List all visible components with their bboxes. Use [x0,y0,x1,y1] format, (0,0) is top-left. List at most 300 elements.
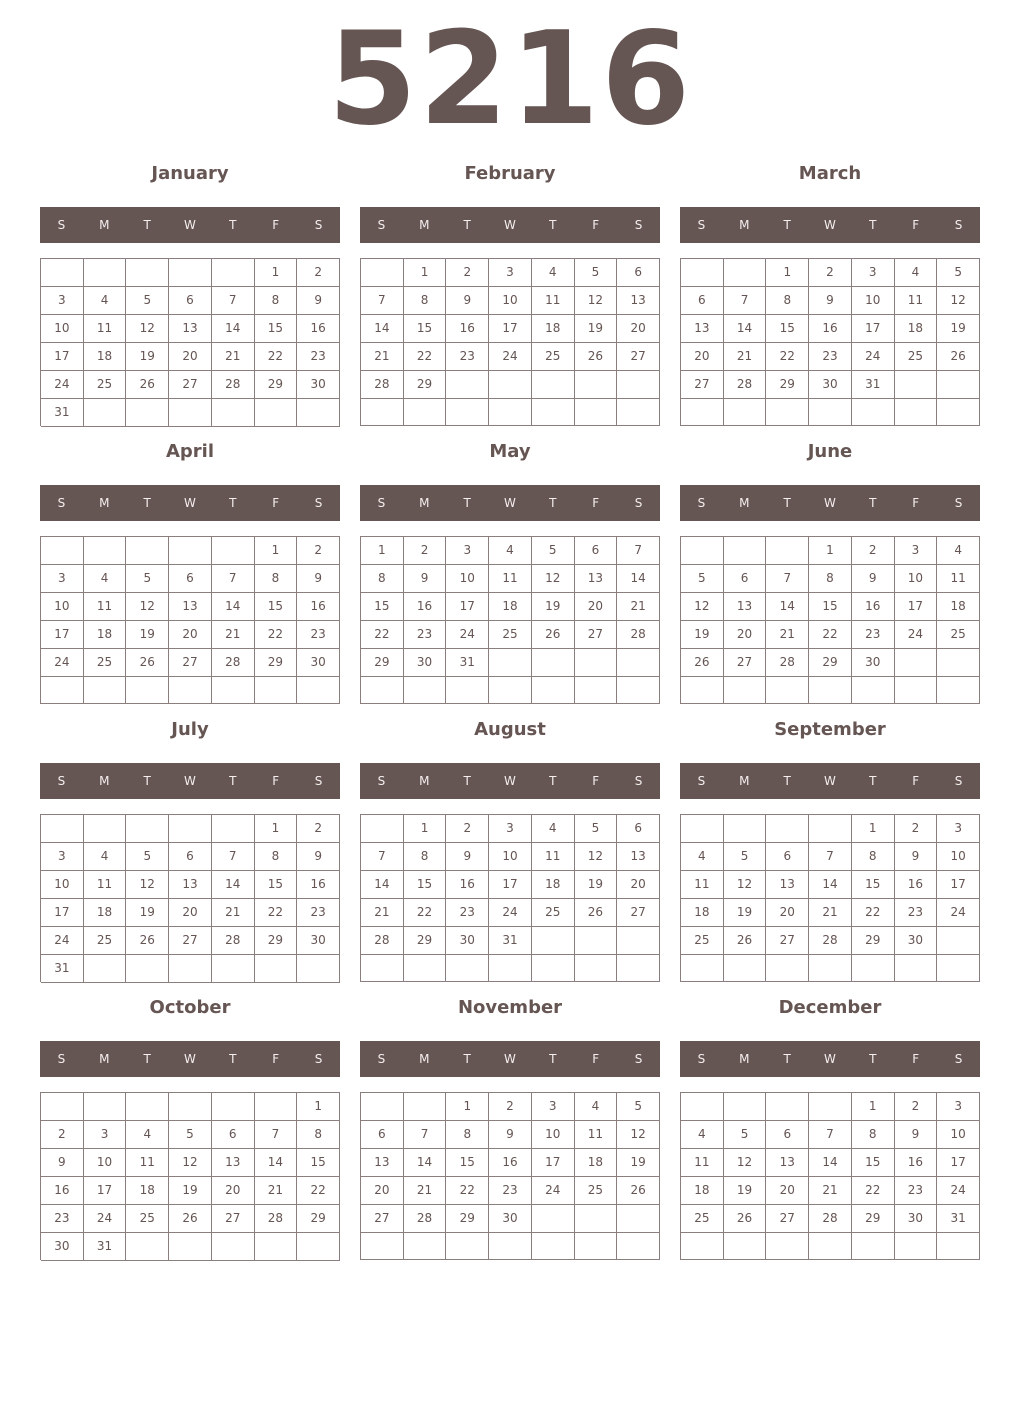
weekday-header [360,763,660,799]
day-cell: 14 [809,871,852,899]
day-cell [404,1233,447,1260]
weekday-label: F [592,1052,600,1066]
day-cell: 8 [404,843,447,871]
day-cell [617,399,660,426]
day-cell [532,955,575,982]
weekday-header [680,485,980,521]
day-cell: 16 [41,1177,84,1205]
weekday-label: T [549,496,557,510]
day-cell [575,399,618,426]
day-cell [489,677,532,704]
day-cell: 8 [809,565,852,593]
day-cell: 9 [489,1121,532,1149]
day-cell: 18 [532,315,575,343]
month-name: October [149,997,231,1018]
day-cell: 3 [41,843,84,871]
day-cell: 6 [766,1121,809,1149]
day-cell [404,399,447,426]
day-cell: 29 [255,927,298,955]
day-cell: 12 [575,287,618,315]
day-cell: 12 [169,1149,212,1177]
day-cell: 12 [532,565,575,593]
day-cell: 21 [361,343,404,371]
day-cell [489,1233,532,1260]
day-cell: 16 [852,593,895,621]
weekday-header [360,1041,660,1077]
weekday-label: F [592,774,600,788]
day-cell: 22 [297,1177,340,1205]
day-cell: 11 [126,1149,169,1177]
day-cell: 31 [937,1205,980,1233]
day-cell: 13 [724,593,767,621]
day-cell: 7 [212,287,255,315]
day-grid [360,814,660,982]
day-cell: 27 [169,649,212,677]
day-cell: 16 [404,593,447,621]
day-cell [766,399,809,426]
day-cell: 25 [575,1177,618,1205]
day-cell: 17 [41,899,84,927]
day-cell: 23 [489,1177,532,1205]
day-cell [212,537,255,565]
day-cell: 19 [169,1177,212,1205]
day-cell: 21 [361,899,404,927]
day-cell: 25 [532,343,575,371]
day-cell [575,955,618,982]
day-cell: 24 [895,621,938,649]
day-cell: 11 [532,843,575,871]
day-cell [575,1233,618,1260]
day-grid [360,258,660,426]
day-cell: 13 [681,315,724,343]
day-cell [937,649,980,677]
day-cell: 3 [446,537,489,565]
day-cell: 10 [852,287,895,315]
day-cell: 15 [255,315,298,343]
day-cell: 4 [84,287,127,315]
day-cell [489,371,532,399]
day-cell: 30 [297,371,340,399]
day-cell: 12 [617,1121,660,1149]
day-cell: 23 [852,621,895,649]
month-name: July [171,719,209,740]
weekday-label: W [504,774,516,788]
day-cell: 9 [297,843,340,871]
day-cell [361,399,404,426]
day-cell: 23 [809,343,852,371]
day-cell [532,371,575,399]
day-cell [681,259,724,287]
day-cell [255,677,298,704]
day-cell: 3 [84,1121,127,1149]
day-cell: 22 [361,621,404,649]
day-cell: 24 [41,649,84,677]
month-name: May [489,441,531,462]
day-cell [361,1093,404,1121]
day-cell: 20 [617,871,660,899]
day-cell [937,955,980,982]
day-cell [617,927,660,955]
weekday-label: F [272,496,280,510]
day-cell [617,649,660,677]
day-cell: 21 [724,343,767,371]
day-cell: 14 [361,315,404,343]
day-cell: 27 [169,371,212,399]
day-cell: 16 [809,315,852,343]
day-cell: 22 [809,621,852,649]
day-cell: 13 [766,1149,809,1177]
day-cell [809,955,852,982]
month-name: January [151,163,229,184]
day-cell: 1 [404,815,447,843]
day-cell: 3 [895,537,938,565]
day-cell: 6 [212,1121,255,1149]
day-cell [681,1233,724,1260]
day-cell: 10 [489,843,532,871]
day-cell: 16 [489,1149,532,1177]
day-cell: 17 [489,871,532,899]
month-october [40,990,340,1268]
day-cell: 1 [766,259,809,287]
day-cell: 22 [852,1177,895,1205]
weekday-label: T [143,218,151,232]
day-cell: 25 [126,1205,169,1233]
day-cell [126,399,169,427]
day-cell [169,677,212,704]
day-cell: 8 [766,287,809,315]
weekday-header [40,763,340,799]
day-cell [169,537,212,565]
day-cell: 10 [446,565,489,593]
day-cell [297,677,340,704]
day-cell [169,1093,212,1121]
day-cell: 29 [255,649,298,677]
day-cell: 31 [41,399,84,427]
day-cell: 11 [681,1149,724,1177]
weekday-label: M [419,218,430,232]
year-title: 5216 [327,5,693,154]
day-cell: 26 [575,899,618,927]
day-cell: 22 [852,899,895,927]
day-cell: 2 [809,259,852,287]
weekday-label: W [504,1052,516,1066]
weekday-header [40,207,340,243]
day-cell: 14 [212,593,255,621]
day-grid [40,1092,340,1260]
day-grid [680,536,980,704]
day-cell: 18 [895,315,938,343]
day-cell: 15 [404,871,447,899]
day-cell: 8 [297,1121,340,1149]
day-cell: 1 [361,537,404,565]
weekday-label: W [824,1052,836,1066]
day-cell [84,815,127,843]
weekday-label: F [272,774,280,788]
day-cell [766,537,809,565]
weekday-label: T [783,218,791,232]
day-cell [681,815,724,843]
day-cell: 22 [255,899,298,927]
weekday-label: F [592,218,600,232]
month-december [680,990,980,1268]
day-cell: 27 [361,1205,404,1233]
day-cell: 14 [724,315,767,343]
day-cell: 29 [297,1205,340,1233]
months-grid [40,156,980,1268]
day-cell: 9 [297,565,340,593]
day-cell: 25 [84,927,127,955]
day-cell: 15 [404,315,447,343]
day-cell: 30 [404,649,447,677]
day-cell: 5 [575,259,618,287]
day-cell: 29 [852,1205,895,1233]
weekday-label: S [697,218,706,232]
day-cell: 30 [297,649,340,677]
month-name: February [464,163,556,184]
day-cell: 20 [681,343,724,371]
day-cell: 1 [404,259,447,287]
day-cell [297,1233,340,1261]
day-cell: 14 [212,315,255,343]
day-cell [41,677,84,704]
day-cell: 29 [404,371,447,399]
day-cell [532,1205,575,1233]
day-cell [895,677,938,704]
day-cell [852,1233,895,1260]
day-cell: 1 [255,815,298,843]
day-cell [212,815,255,843]
day-cell: 9 [809,287,852,315]
day-cell: 21 [212,899,255,927]
day-cell: 27 [617,343,660,371]
day-cell [212,259,255,287]
day-cell: 6 [169,287,212,315]
day-cell: 25 [895,343,938,371]
weekday-label: M [99,218,110,232]
weekday-header [680,207,980,243]
weekday-header [680,763,980,799]
day-cell: 16 [446,871,489,899]
day-cell: 28 [766,649,809,677]
day-cell [126,537,169,565]
month-name: November [457,997,563,1018]
day-cell: 12 [126,871,169,899]
day-cell [361,259,404,287]
day-cell [575,649,618,677]
day-cell: 6 [724,565,767,593]
day-cell: 19 [681,621,724,649]
day-cell [84,259,127,287]
weekday-label: T [229,1052,237,1066]
weekday-label: T [229,218,237,232]
day-cell: 10 [41,593,84,621]
day-cell: 28 [212,927,255,955]
weekday-label: T [143,496,151,510]
day-cell: 16 [895,1149,938,1177]
day-cell: 29 [255,371,298,399]
day-cell: 11 [895,287,938,315]
day-cell: 20 [724,621,767,649]
day-cell: 28 [212,649,255,677]
day-cell: 28 [212,371,255,399]
day-cell: 4 [84,843,127,871]
day-cell: 7 [809,1121,852,1149]
day-cell: 3 [532,1093,575,1121]
day-cell: 20 [169,899,212,927]
day-cell: 13 [361,1149,404,1177]
day-cell [446,677,489,704]
day-cell [937,1233,980,1260]
day-cell: 26 [724,927,767,955]
day-cell [724,1093,767,1121]
day-cell: 15 [255,871,298,899]
day-cell: 1 [852,815,895,843]
day-cell [724,259,767,287]
month-february [360,156,660,434]
day-cell [809,399,852,426]
day-cell: 14 [809,1149,852,1177]
day-cell: 21 [617,593,660,621]
day-cell [41,259,84,287]
weekday-label: T [463,218,471,232]
weekday-label: S [954,1052,963,1066]
weekday-label: T [549,774,557,788]
day-cell: 23 [41,1205,84,1233]
day-cell [724,537,767,565]
weekday-label: F [592,496,600,510]
day-cell: 28 [404,1205,447,1233]
day-cell: 23 [446,899,489,927]
day-cell: 21 [212,621,255,649]
day-cell: 3 [852,259,895,287]
day-cell: 2 [404,537,447,565]
day-cell: 17 [41,621,84,649]
day-cell: 26 [937,343,980,371]
day-cell: 6 [681,287,724,315]
day-cell: 15 [852,1149,895,1177]
weekday-label: S [634,774,643,788]
weekday-label: M [419,1052,430,1066]
day-cell: 10 [532,1121,575,1149]
weekday-label: S [954,496,963,510]
day-cell: 17 [852,315,895,343]
weekday-label: M [419,774,430,788]
day-cell [361,815,404,843]
day-cell [937,927,980,955]
day-cell: 2 [489,1093,532,1121]
day-cell: 30 [41,1233,84,1261]
day-cell: 2 [297,815,340,843]
day-grid [40,814,340,982]
weekday-label: F [912,218,920,232]
weekday-header [680,1041,980,1077]
day-cell: 31 [84,1233,127,1261]
weekday-label: T [463,1052,471,1066]
day-cell [255,1233,298,1261]
weekday-label: T [143,774,151,788]
day-cell: 18 [681,899,724,927]
day-cell [169,815,212,843]
day-cell: 23 [297,621,340,649]
weekday-label: M [739,1052,750,1066]
day-cell [575,371,618,399]
day-cell: 19 [724,899,767,927]
day-cell: 12 [126,315,169,343]
day-cell [84,399,127,427]
weekday-label: W [824,218,836,232]
day-cell [126,955,169,983]
day-cell: 8 [446,1121,489,1149]
month-name: March [798,163,862,184]
day-cell: 14 [255,1149,298,1177]
weekday-label: S [57,496,66,510]
month-september [680,712,980,990]
day-cell: 10 [489,287,532,315]
weekday-label: W [184,774,196,788]
day-cell: 27 [681,371,724,399]
day-cell: 5 [617,1093,660,1121]
day-cell [532,1233,575,1260]
day-cell: 13 [169,871,212,899]
day-cell [297,399,340,427]
day-cell: 24 [489,343,532,371]
day-cell [766,1233,809,1260]
day-cell: 10 [895,565,938,593]
day-cell [617,1205,660,1233]
month-name: June [807,441,853,462]
day-cell [126,815,169,843]
day-cell: 28 [809,927,852,955]
day-cell [937,677,980,704]
day-cell [126,677,169,704]
day-cell [169,259,212,287]
day-cell [766,815,809,843]
day-cell: 24 [852,343,895,371]
day-cell: 20 [169,343,212,371]
day-cell: 9 [297,287,340,315]
weekday-label: W [184,496,196,510]
day-cell [681,537,724,565]
weekday-label: S [57,774,66,788]
day-cell [126,1093,169,1121]
day-cell: 13 [169,593,212,621]
weekday-label: T [463,774,471,788]
day-cell: 6 [361,1121,404,1149]
day-cell: 9 [895,843,938,871]
day-cell: 29 [361,649,404,677]
weekday-label: S [314,774,323,788]
day-cell: 5 [126,565,169,593]
day-cell: 19 [126,899,169,927]
weekday-label: S [697,774,706,788]
day-cell: 3 [937,815,980,843]
day-cell: 28 [724,371,767,399]
day-cell: 17 [489,315,532,343]
day-cell: 11 [681,871,724,899]
day-cell [809,1093,852,1121]
day-cell: 18 [937,593,980,621]
day-cell: 15 [361,593,404,621]
day-cell: 7 [809,843,852,871]
day-cell [84,1093,127,1121]
day-cell: 19 [617,1149,660,1177]
day-cell: 18 [84,899,127,927]
day-cell [895,1233,938,1260]
month-july [40,712,340,990]
day-cell: 5 [575,815,618,843]
day-cell: 9 [895,1121,938,1149]
day-cell: 4 [84,565,127,593]
